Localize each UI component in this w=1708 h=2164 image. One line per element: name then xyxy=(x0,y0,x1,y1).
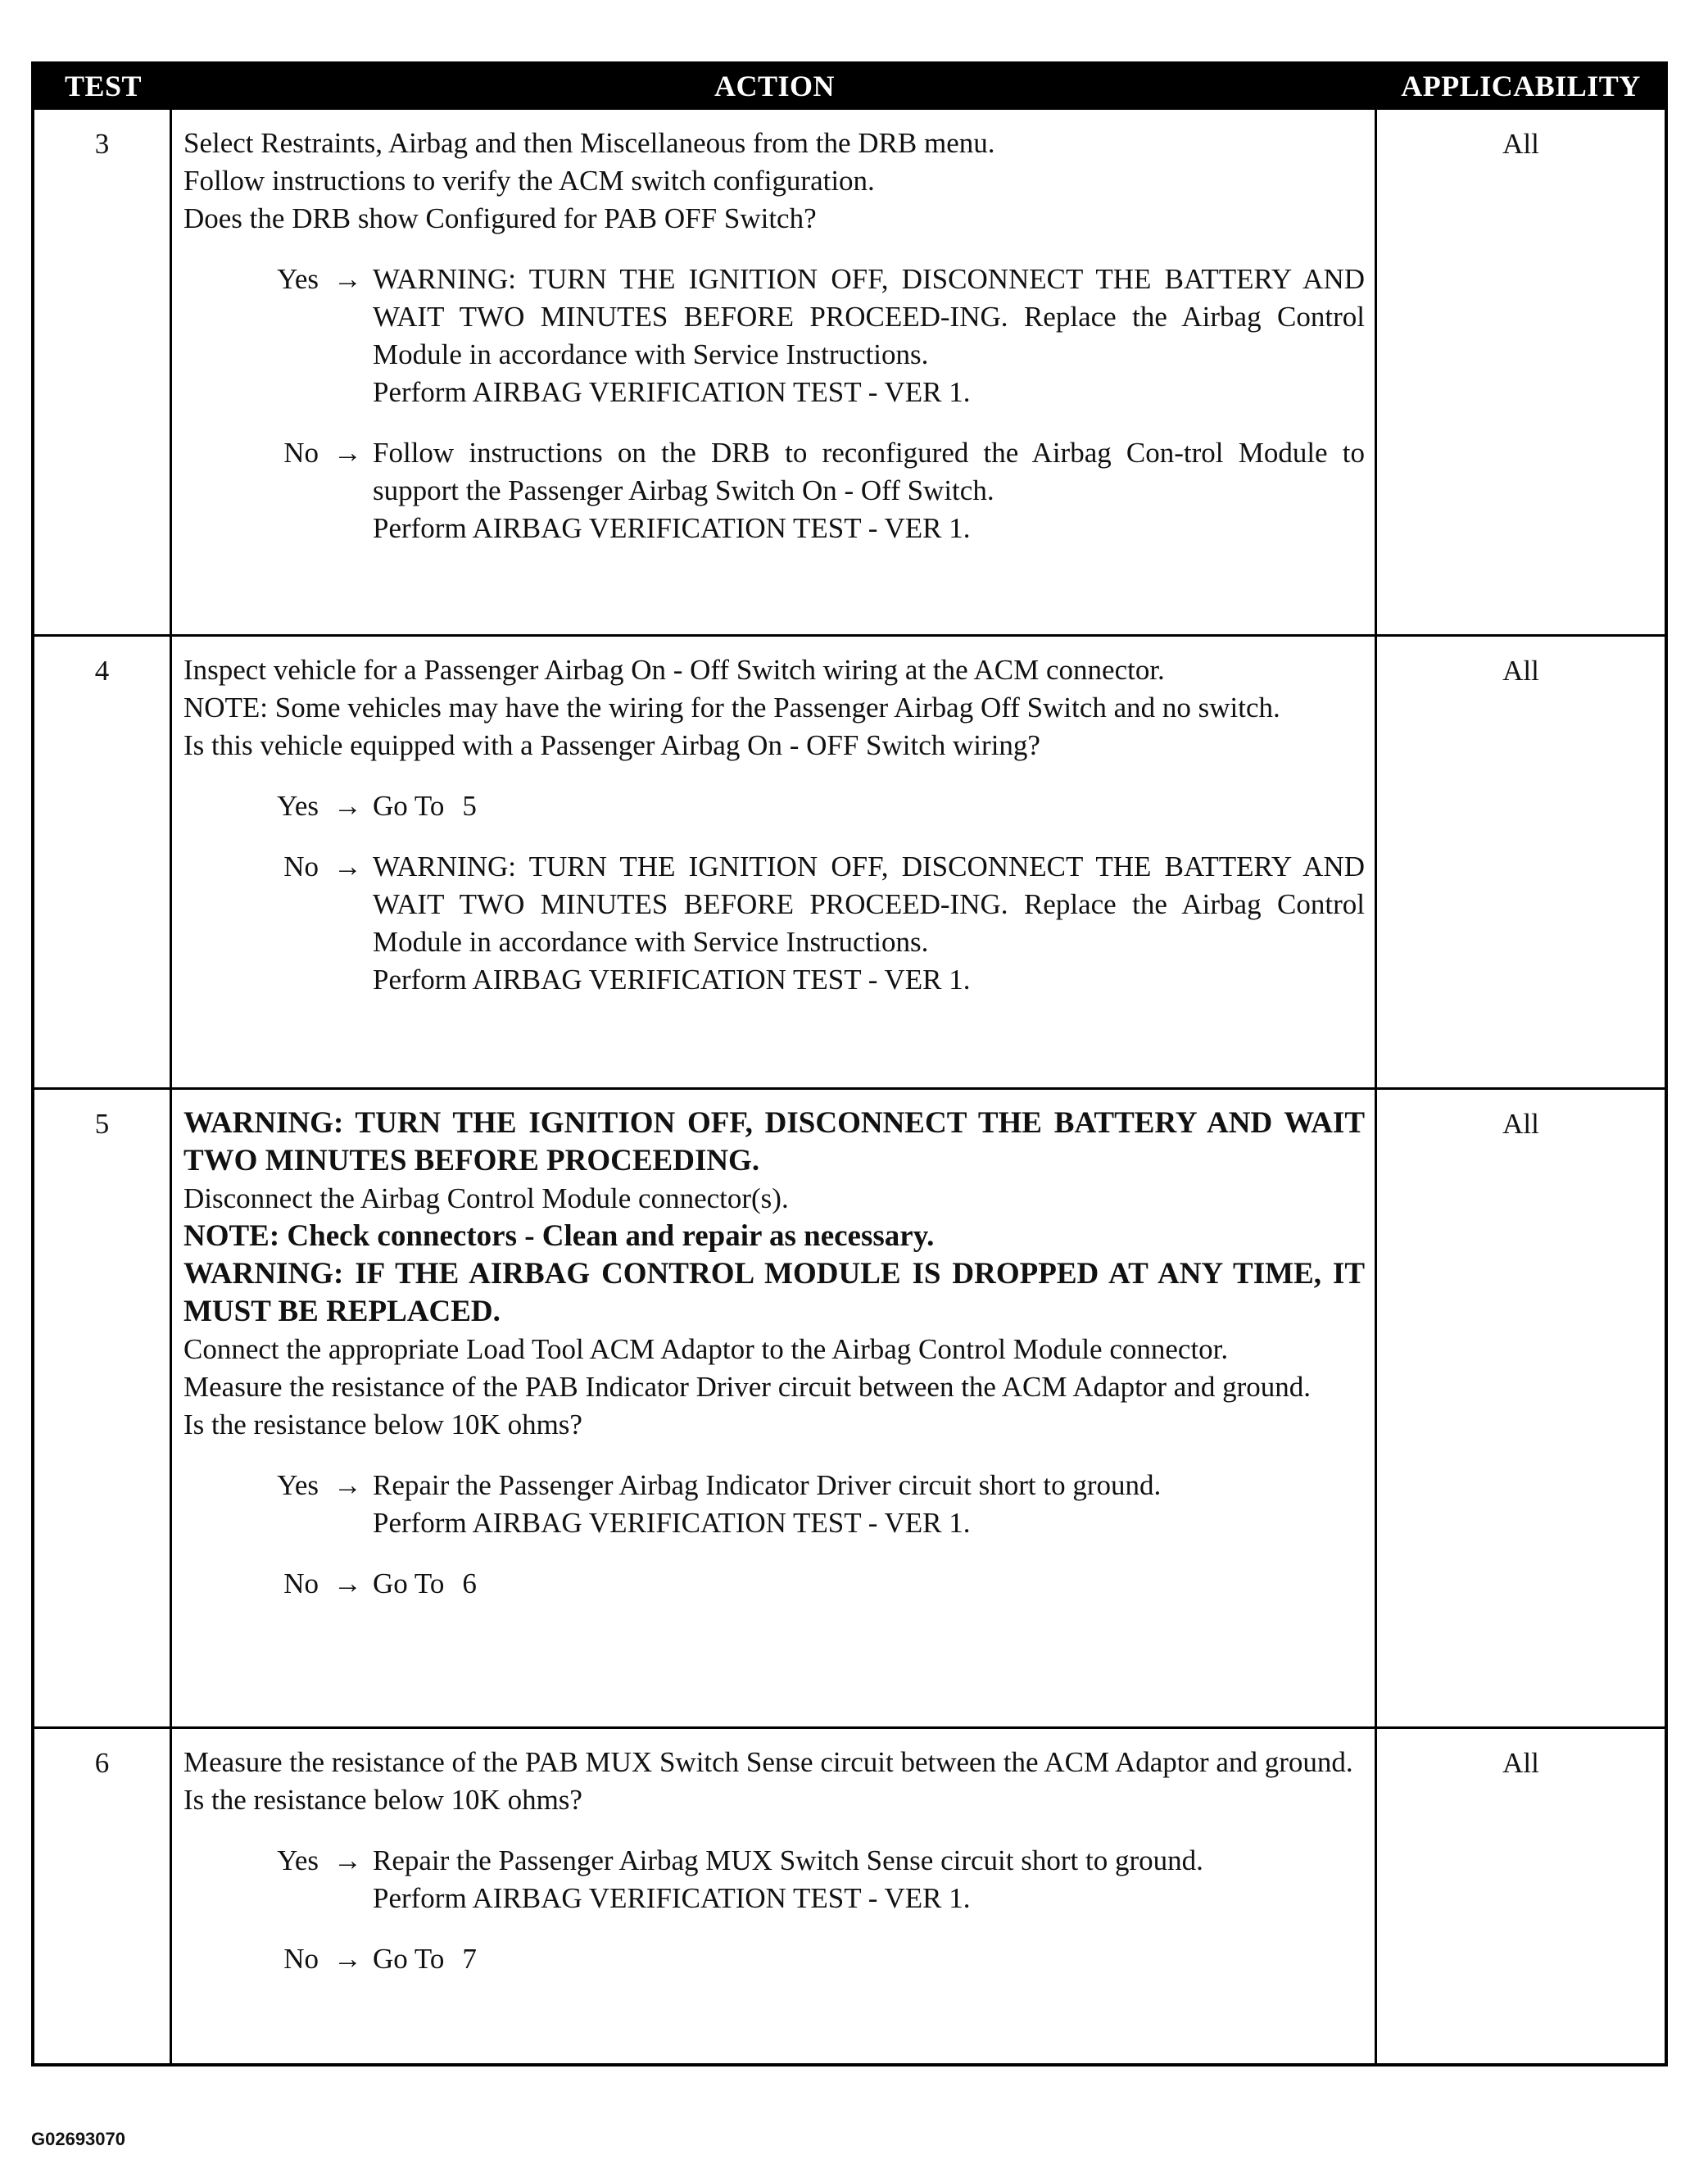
table-header xyxy=(34,65,1665,107)
result-line: Repair the Passenger Airbag Indicator Driver circuit short to ground. xyxy=(373,1469,1162,1501)
yes-result xyxy=(373,1467,1365,1542)
question-line: Inspect vehicle for a Passenger Airbag On - Off Switch wiring at the ACM connector. xyxy=(183,654,1165,686)
no-branch xyxy=(183,434,1365,547)
result-line: WARNING: TURN THE IGNITION OFF, DISCONNECT THE BATTERY AND WAIT TWO MINUTES BEFORE PROCEED-ING. Replace the Airbag Control Module in accordance with Service Instructions. xyxy=(373,263,1365,370)
question-text xyxy=(183,125,1365,238)
arrow-icon: → xyxy=(333,790,362,822)
yes-label: Yes xyxy=(277,1844,319,1876)
go-to-text: Go To xyxy=(373,790,445,822)
arrow-icon: → xyxy=(333,1567,362,1599)
warning-text: WARNING: IF THE AIRBAG CONTROL MODULE IS DROPPED AT ANY TIME, IT MUST BE REPLACED. xyxy=(183,1257,1365,1328)
arrow-icon: → xyxy=(333,1844,362,1876)
no-result xyxy=(373,434,1365,547)
yes-label: Yes xyxy=(277,1469,319,1501)
go-to-number: 7 xyxy=(462,1943,477,1975)
header-action: ACTION xyxy=(714,70,836,102)
question-line: Is the resistance below 10K ohms? xyxy=(183,1409,582,1440)
result-line: Perform AIRBAG VERIFICATION TEST - VER 1. xyxy=(373,376,971,408)
no-branch xyxy=(183,848,1365,999)
figure-code: G02693070 xyxy=(31,2129,125,2149)
action-cell xyxy=(172,1729,1377,2063)
result-line: Perform AIRBAG VERIFICATION TEST - VER 1. xyxy=(373,1507,971,1539)
question-line: Is this vehicle equipped with a Passenger Airbag On - OFF Switch wiring? xyxy=(183,729,1040,761)
question-line: Is the resistance below 10K ohms? xyxy=(183,1784,582,1816)
result-line: WARNING: TURN THE IGNITION OFF, DISCONNECT THE BATTERY AND WAIT TWO MINUTES BEFORE PROCEED-ING. Replace the Airbag Control Module in accordance with Service Instructions. xyxy=(373,851,1365,958)
test-number: 6 xyxy=(34,1729,172,2063)
question-line: Does the DRB show Configured for PAB OFF Switch? xyxy=(183,202,817,234)
no-branch xyxy=(183,1565,1365,1603)
warning-text: WARNING: TURN THE IGNITION OFF, DISCONNECT THE BATTERY AND WAIT TWO MINUTES BEFORE PROCEEDING. xyxy=(183,1106,1365,1177)
yes-result xyxy=(373,1842,1365,1917)
instruction-line: Measure the resistance of the PAB Indicator Driver circuit between the ACM Adaptor and ground. xyxy=(183,1371,1311,1403)
note-text: NOTE: Check connectors - Clean and repair as necessary. xyxy=(183,1219,935,1253)
yes-branch xyxy=(183,261,1365,411)
test-number: 3 xyxy=(34,110,172,634)
applicability-cell: All xyxy=(1502,128,1539,160)
arrow-icon: → xyxy=(333,1469,362,1501)
go-to-link xyxy=(373,787,477,825)
action-cell xyxy=(172,110,1377,634)
applicability-cell: All xyxy=(1502,1747,1539,1779)
action-cell xyxy=(172,1090,1377,1726)
result-line: Perform AIRBAG VERIFICATION TEST - VER 1. xyxy=(373,964,971,996)
header-applicability: APPLICABILITY xyxy=(1401,70,1641,102)
test-number: 5 xyxy=(34,1090,172,1726)
yes-label: Yes xyxy=(277,790,319,822)
arrow-icon: → xyxy=(333,437,362,469)
action-cell xyxy=(172,637,1377,1087)
table-row-test-6 xyxy=(34,1726,1665,2063)
question-line: Follow instructions to verify the ACM switch configuration. xyxy=(183,165,875,197)
no-result xyxy=(373,1940,1365,1978)
table-row-test-3 xyxy=(34,107,1665,634)
go-to-text: Go To xyxy=(373,1567,445,1599)
arrow-icon: → xyxy=(333,1943,362,1975)
header-test: TEST xyxy=(64,70,143,102)
result-line: Repair the Passenger Airbag MUX Switch Sense circuit short to ground. xyxy=(373,1844,1203,1876)
arrow-icon: → xyxy=(333,851,362,882)
instruction-line: Connect the appropriate Load Tool ACM Adaptor to the Airbag Control Module connector. xyxy=(183,1333,1229,1365)
no-result xyxy=(373,848,1365,999)
yes-branch xyxy=(183,1467,1365,1542)
yes-branch xyxy=(183,1842,1365,1917)
table-row-test-5 xyxy=(34,1087,1665,1726)
yes-result xyxy=(373,787,1365,825)
result-line: Perform AIRBAG VERIFICATION TEST - VER 1. xyxy=(373,1882,971,1914)
applicability-cell: All xyxy=(1502,1108,1539,1140)
question-line: NOTE: Some vehicles may have the wiring for the Passenger Airbag Off Switch and no switch. xyxy=(183,692,1280,724)
question-line: Select Restraints, Airbag and then Miscellaneous from the DRB menu. xyxy=(183,127,995,159)
go-to-link xyxy=(373,1940,477,1978)
yes-result xyxy=(373,261,1365,411)
arrow-icon: → xyxy=(333,263,362,295)
instruction-line: Disconnect the Airbag Control Module connector(s). xyxy=(183,1182,789,1214)
test-number: 4 xyxy=(34,637,172,1087)
no-label: No xyxy=(283,1567,319,1599)
result-line: Follow instructions on the DRB to reconfigured the Airbag Con-trol Module to support the Passenger Airbag Switch On - Off Switch. xyxy=(373,437,1365,506)
diagnostic-table xyxy=(31,61,1668,2066)
question-text xyxy=(183,651,1365,764)
table-row-test-4 xyxy=(34,634,1665,1087)
applicability-cell: All xyxy=(1502,655,1539,687)
go-to-number: 6 xyxy=(462,1567,477,1599)
result-line: Perform AIRBAG VERIFICATION TEST - VER 1. xyxy=(373,512,971,544)
no-label: No xyxy=(283,851,319,882)
yes-label: Yes xyxy=(277,263,319,295)
question-text xyxy=(183,1105,1365,1444)
go-to-link xyxy=(373,1565,477,1603)
go-to-number: 5 xyxy=(462,790,477,822)
yes-branch xyxy=(183,787,1365,825)
no-branch xyxy=(183,1940,1365,1978)
no-result xyxy=(373,1565,1365,1603)
no-label: No xyxy=(283,1943,319,1975)
go-to-text: Go To xyxy=(373,1943,445,1975)
question-text xyxy=(183,1744,1365,1819)
no-label: No xyxy=(283,437,319,469)
question-line: Measure the resistance of the PAB MUX Switch Sense circuit between the ACM Adaptor and ground. xyxy=(183,1746,1353,1778)
